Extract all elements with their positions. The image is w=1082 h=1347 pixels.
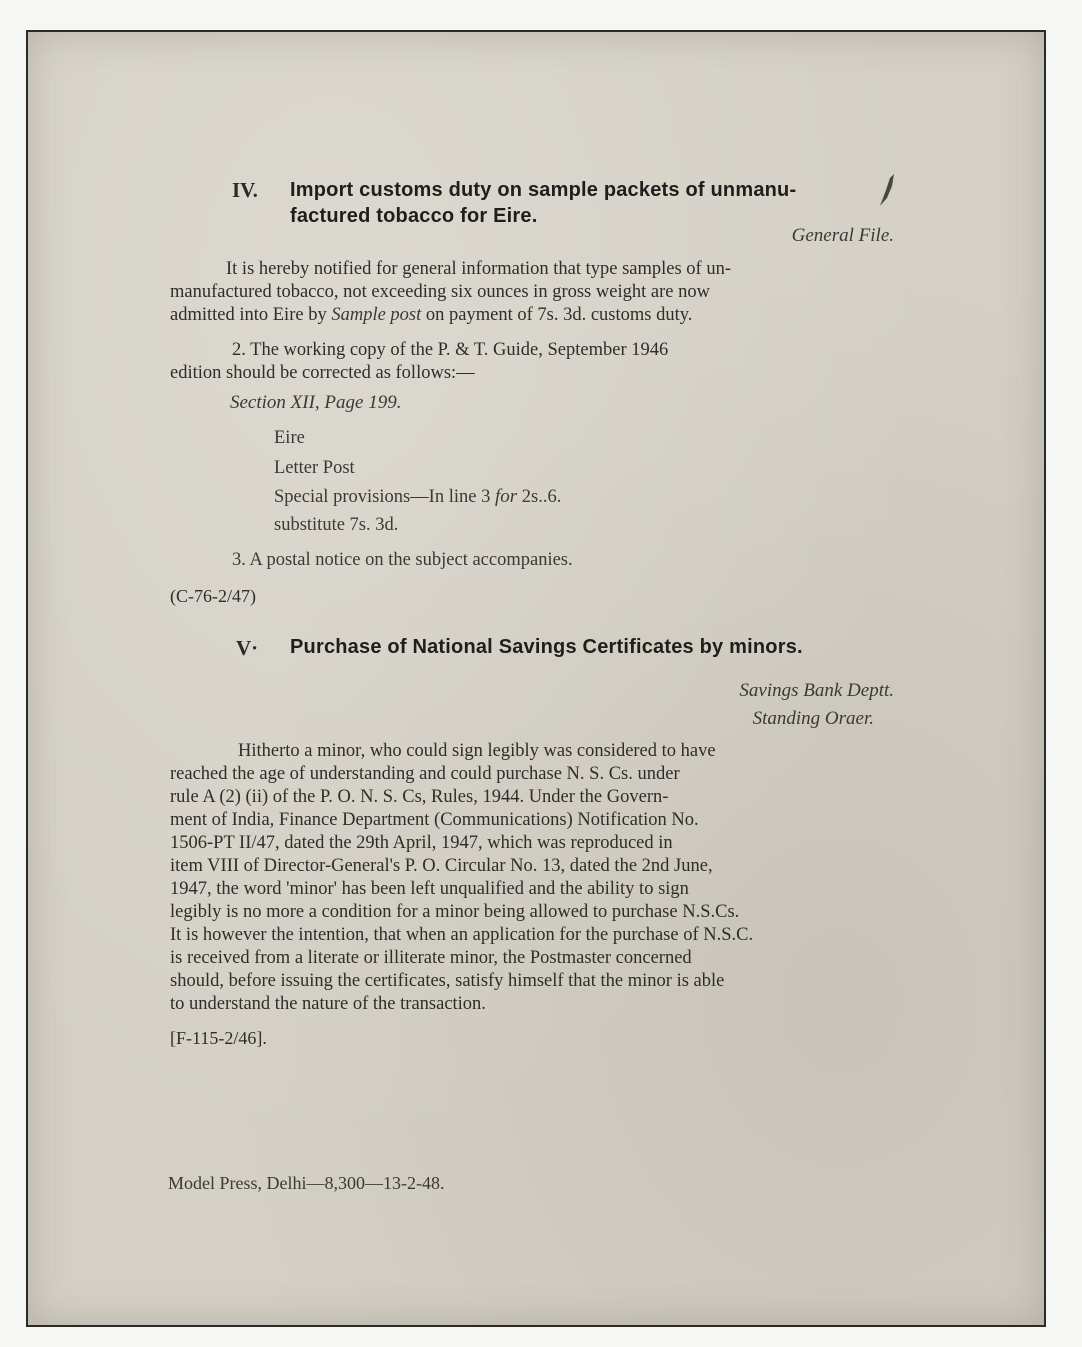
section-4-paragraph-1-line-2: manufactured tobacco, not exceeding six ounces in gross weight are now — [170, 282, 710, 302]
section-4-paragraph-3: 3. A postal notice on the subject accompanies. — [232, 550, 573, 570]
special-text-b: 2s..6. — [517, 487, 562, 507]
sample-post-term: Sample post — [331, 305, 422, 325]
section-5-tag-order: Standing Oraer. — [752, 708, 874, 729]
section-5-line-11: should, before issuing the certificates, satisfy himself that the minor is able — [170, 971, 725, 991]
section-4-paragraph-2-line-2: edition should be corrected as follows:— — [170, 363, 475, 383]
section-5-line-5: 1506-PT II/47, dated the 29th April, 1947, which was reproduced in — [170, 833, 673, 853]
section-4-paragraph-1-line-1: It is hereby notified for general information that type samples of un- — [226, 259, 732, 279]
section-reference: Section XII, Page 199. — [230, 392, 402, 413]
section-5-line-2: reached the age of understanding and could purchase N. S. Cs. under — [170, 764, 680, 784]
para1-text-a: admitted into Eire by — [170, 305, 332, 325]
document-sheet — [26, 30, 1046, 1327]
section-5-line-9: It is however the intention, that when an application for the purchase of N.S.C. — [170, 925, 754, 945]
section-4-file-tag: General File. — [791, 225, 894, 246]
section-4-heading-line2: factured tobacco for Eire. — [290, 205, 538, 227]
section-5-file-reference: [F-115-2/46]. — [170, 1028, 267, 1048]
section-4-file-reference: (C-76-2/47) — [170, 586, 256, 606]
section-4-heading-line1: Import customs duty on sample packets of unmanu- — [290, 179, 797, 201]
section-5-line-1: Hitherto a minor, who could sign legibly was considered to have — [238, 741, 716, 761]
paper-tear-mark — [876, 172, 898, 208]
section-5-line-8: legibly is no more a condition for a minor being allowed to purchase N.S.Cs. — [170, 902, 740, 922]
special-for: for — [494, 486, 518, 507]
section-4-paragraph-1-line-3 — [170, 304, 892, 327]
special-text-a: Special provisions—In line 3 — [274, 487, 495, 507]
section-5-line-3: rule A (2) (ii) of the P. O. N. S. Cs, Rules, 1944. Under the Govern- — [170, 787, 669, 807]
section-5-numeral: V· — [236, 636, 259, 660]
list-item-letter-post: Letter Post — [274, 458, 355, 478]
section-4-numeral: IV. — [232, 178, 258, 202]
section-4-paragraph-2-line-1: 2. The working copy of the P. & T. Guide, September 1946 — [232, 340, 669, 360]
list-item-eire: Eire — [274, 428, 305, 448]
printer-imprint: Model Press, Delhi—8,300—13-2-48. — [168, 1173, 445, 1193]
section-5-line-6: item VIII of Director-General's P. O. Circular No. 13, dated the 2nd June, — [170, 856, 713, 876]
section-5-heading: Purchase of National Savings Certificates by minors. — [290, 636, 803, 658]
section-5-line-10: is received from a literate or illiterate minor, the Postmaster concerned — [170, 948, 692, 968]
list-item-special-provisions — [274, 486, 561, 508]
section-5-line-12: to understand the nature of the transaction. — [170, 994, 486, 1014]
section-5-tag-dept: Savings Bank Deptt. — [739, 680, 894, 701]
section-5-line-7: 1947, the word 'minor' has been left unqualified and the ability to sign — [170, 879, 689, 899]
section-5-line-4: ment of India, Finance Department (Communications) Notification No. — [170, 810, 699, 830]
para1-text-b: on payment of 7s. 3d. customs duty. — [421, 305, 693, 325]
list-item-substitute: substitute 7s. 3d. — [274, 515, 399, 535]
